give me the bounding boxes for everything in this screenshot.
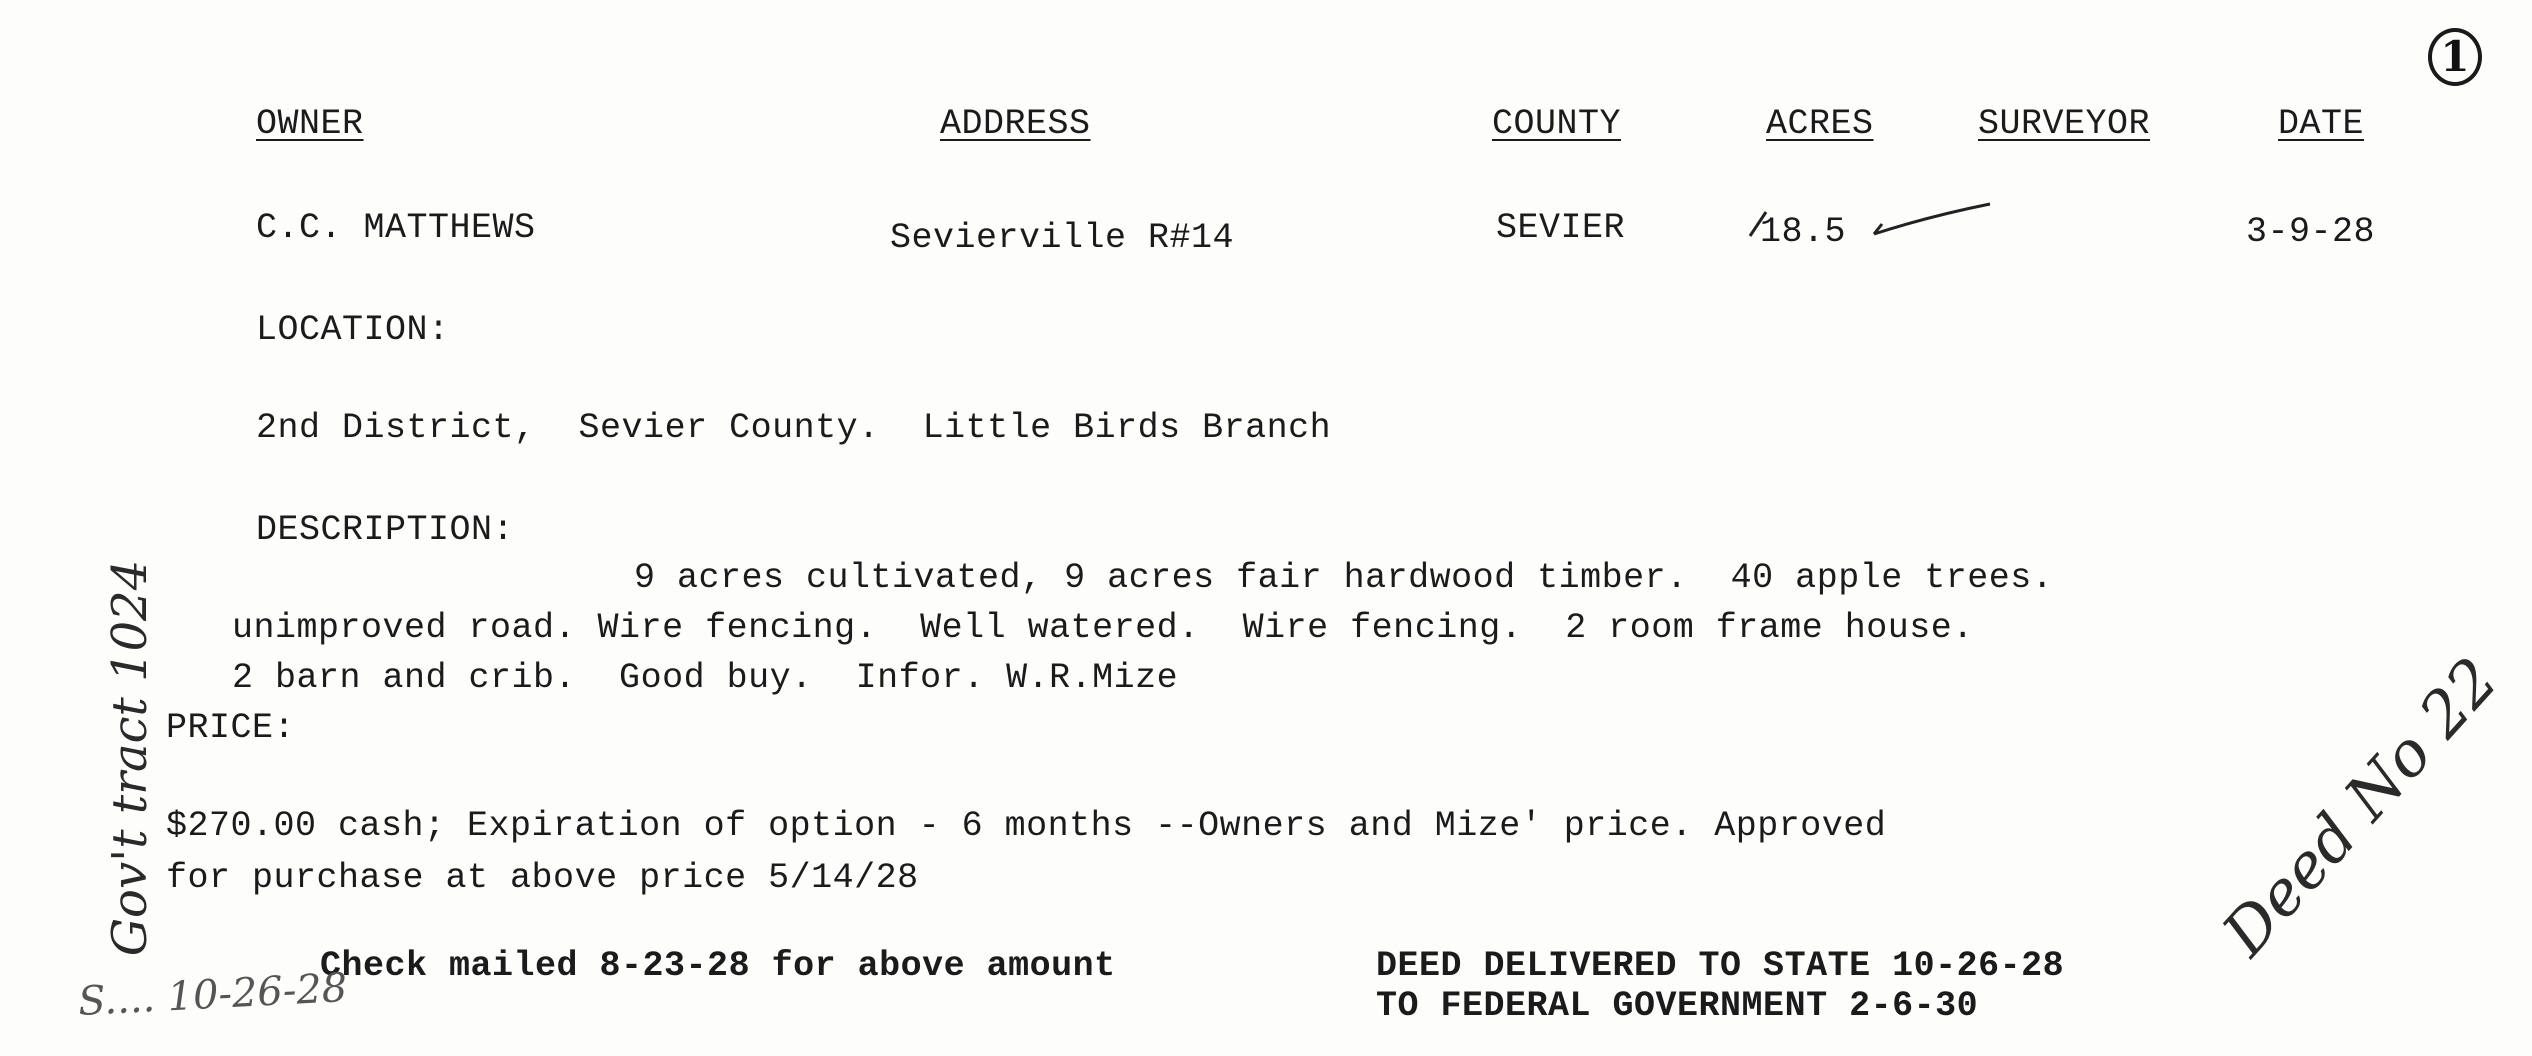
deed-delivered-state: DEED DELIVERED TO STATE 10-26-28 (1376, 946, 2065, 986)
price-line-1: $270.00 cash; Expiration of option - 6 months --Owners and Mize' price. Approved (166, 806, 1887, 846)
location-text: 2nd District, Sevier County. Little Birds Branch (256, 408, 1332, 448)
header-owner: OWNER (256, 104, 364, 144)
location-label: LOCATION: (256, 310, 450, 350)
description-line-1: 9 acres cultivated, 9 acres fair hardwood timber. 40 apple trees. (634, 558, 2054, 598)
acres-checkmark (1740, 198, 2000, 248)
header-acres: ACRES (1766, 104, 1874, 144)
acres-value: 18.5 (1760, 212, 1847, 252)
deed-delivered-federal: TO FEDERAL GOVERNMENT 2-6-30 (1376, 986, 1979, 1026)
owner-value: C.C. MATTHEWS (256, 208, 536, 248)
description-label: DESCRIPTION: (256, 510, 515, 550)
handwritten-bottom-note: S.... 10-26-28 (76, 964, 349, 1026)
header-address: ADDRESS (940, 104, 1091, 144)
date-value: 3-9-28 (2246, 212, 2376, 252)
page-number-circle: 1 (2428, 28, 2482, 86)
header-surveyor: SURVEYOR (1978, 104, 2151, 144)
check-mailed-note: Check mailed 8-23-28 for above amount (320, 946, 1116, 986)
price-label: PRICE: (166, 708, 296, 748)
header-date: DATE (2278, 104, 2365, 144)
handwritten-deed-number: Deed No 22 (2208, 643, 2512, 970)
description-line-3: 2 barn and crib. Good buy. Infor. W.R.Mize (232, 658, 1179, 698)
county-value: SEVIER (1496, 208, 1626, 248)
price-line-2: for purchase at above price 5/14/28 (166, 858, 919, 898)
handwritten-tract-note: Gov't tract 1024 (102, 559, 158, 957)
header-county: COUNTY (1492, 104, 1622, 144)
address-value: Sevierville R#14 (890, 218, 1235, 258)
description-line-2: unimproved road. Wire fencing. Well watered. Wire fencing. 2 room frame house. (232, 608, 1974, 648)
